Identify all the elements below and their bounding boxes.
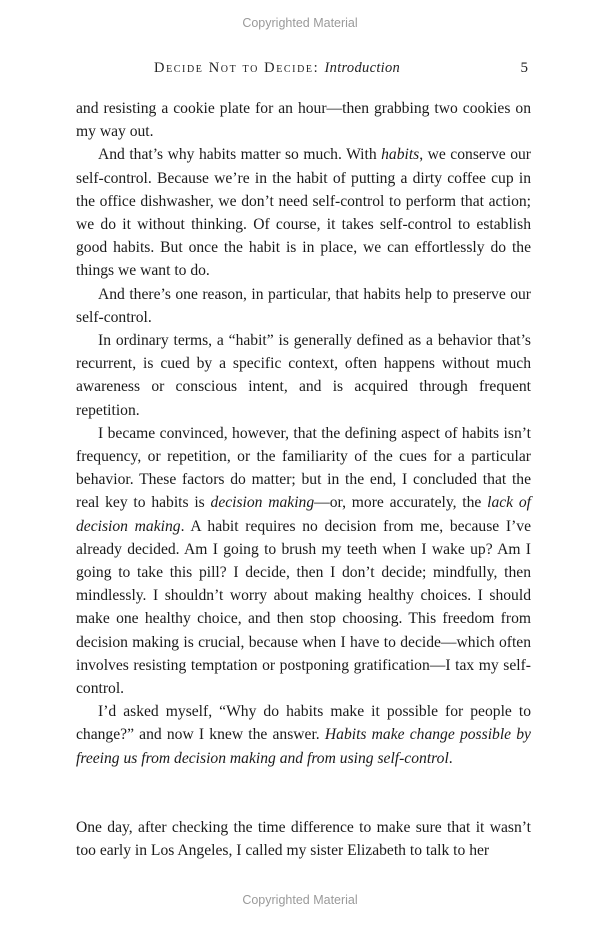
running-head-subtitle: Introduction (324, 60, 401, 76)
emphasis-habits: habits (381, 146, 420, 164)
paragraph-7: One day, after checking the time difference to make sure that it wasn’t too early in Los Angeles, I called my sister Elizabeth to talk to her (76, 818, 531, 860)
body-text (76, 97, 531, 862)
page-number: 5 (520, 60, 528, 76)
running-head (154, 60, 400, 77)
copyright-watermark-bottom: Copyrighted Material (242, 893, 358, 907)
paragraph-5: I became convinced, however, that the defining aspect of habits isn’t frequency, or repetition, or the familiarity of the cues for a particular behavior. These factors do matter; but in the end, I concluded that the real key to habits is decision making—or, more accurately, the lack of decision making. A habit requires no decision from me, because I’ve already decided. Am I going to brush my teeth when I wake up? Am I going to take this pill? I decide, then I don’t decide; mindfully, then mindlessly. I shouldn’t worry about making healthy choices. I should make one healthy choice, and then stop choosing. This freedom from decision making is crucial, because when I have to decide—which often involves resisting temptation or postponing gratification—I tax my self-control. (76, 424, 531, 698)
emphasis-lack-of-decision-making: lack of decision making (76, 494, 531, 535)
section-break (76, 770, 531, 816)
paragraph-4: In ordinary terms, a “habit” is generally defined as a behavior that’s recurrent, is cued by a specific context, often happens without much awareness or conscious intent, and is acquired through frequent repetition. (76, 332, 531, 419)
copyright-watermark-top: Copyrighted Material (242, 16, 358, 30)
paragraph-3: And there’s one reason, in particular, that habits help to preserve our self-control. (76, 285, 531, 326)
emphasis-habits-make-change-possible: Habits make change possible by freeing us from decision making and from using self-control (76, 726, 531, 767)
paragraph-2: And that’s why habits matter so much. With habits, we conserve our self-control. Because we’re in the habit of putting a dirty coffee cup in the office dishwasher, we don’t need self-control to perform that action; we do it without thinking. Of course, it takes self-control to establish good habits. But once the habit is in place, we can effortlessly do the things we want to do. (76, 146, 531, 280)
paragraph-1: and resisting a cookie plate for an hour—then grabbing two cookies on my way out. (76, 100, 531, 141)
page-header (150, 60, 530, 80)
emphasis-decision-making: decision making (210, 494, 315, 512)
paragraph-6: I’d asked myself, “Why do habits make it possible for people to change?” and now I knew the answer. Habits make change possible by freeing us from decision making and from using self-control. (76, 703, 531, 767)
running-head-title: Decide Not to Decide: (154, 60, 320, 76)
